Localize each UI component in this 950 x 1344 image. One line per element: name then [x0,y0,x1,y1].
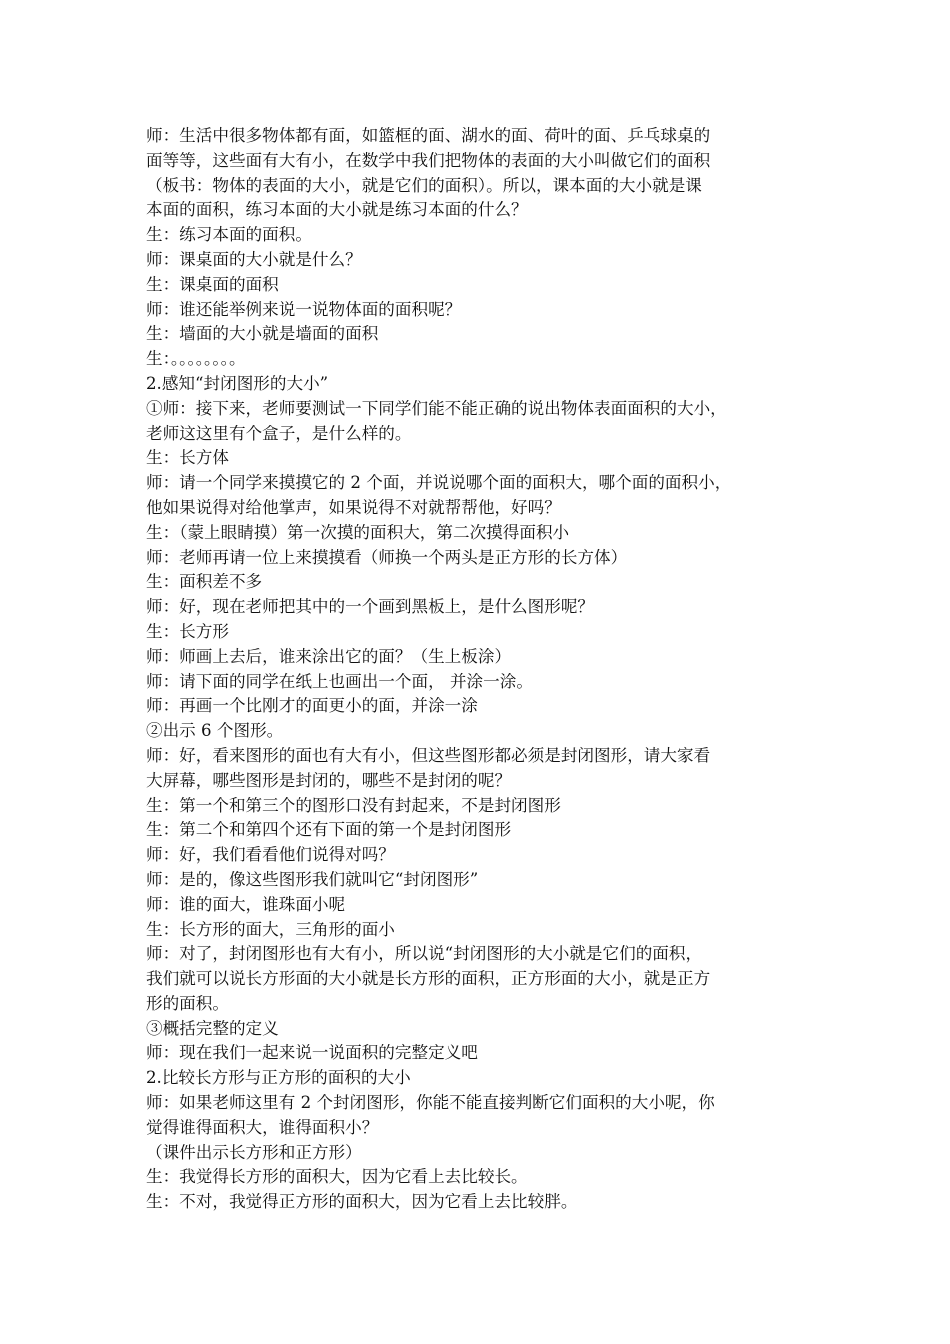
text-line: 他如果说得对给他掌声，如果说得不对就帮帮他，好吗？ [146,497,561,517]
text-line: 生：课桌面的面积 [146,274,279,294]
text-line: 生：长方体 [146,448,229,468]
text-line: 我们就可以说长方形面的大小就是长方形的面积，正方形面的大小，就是正方 [146,969,711,989]
text-line: 生：我觉得长方形的面积大，因为它看上去比较长。 [146,1167,528,1187]
section-heading: 2.比较长方形与正方形的面积的大小 [146,1068,411,1088]
text-line: 生：练习本面的面积。 [146,225,312,245]
text-line: ③概括完整的定义 [146,1018,279,1038]
text-line: 师：课桌面的大小就是什么？ [146,249,362,269]
text-line: 师：请下面的同学在纸上也画出一个面， 并涂一涂。 [146,671,533,691]
text-line: 生：长方形的面大，三角形的面小 [146,919,395,939]
text-line: 本面的面积，练习本面的大小就是练习本面的什么？ [146,200,528,220]
text-line: 师：现在我们一起来说一说面积的完整定义吧 [146,1043,478,1063]
text-line: 师：生活中很多物体都有面，如篮框的面、湖水的面、荷叶的面、乒乓球桌的 [146,126,711,145]
text-line: 生：面积差不多 [146,572,263,592]
text-line: 生：不对，我觉得正方形的面积大，因为它看上去比较胖。 [146,1192,578,1212]
text-line: 师：是的，像这些图形我们就叫它“封闭图形” [146,869,479,889]
document-page [146,124,818,1215]
text-line: 师：好，我们看看他们说得对吗？ [146,845,395,865]
text-line: 生：墙面的大小就是墙面的面积 [146,324,379,344]
section-heading: 2.感知“封闭图形的大小” [146,373,329,393]
text-line: 生：第一个和第三个的图形口没有封起来，不是封闭图形 [146,795,561,815]
text-line: （课件出示长方形和正方形） [146,1142,362,1162]
text-line: 生：长方形 [146,621,229,641]
text-line: 生：第二个和第四个还有下面的第一个是封闭图形 [146,820,512,840]
text-line: 老师这这里有个盒子，是什么样的。 [146,423,412,443]
text-line: 生：（蒙上眼睛摸）第一次摸的面积大，第二次摸得面积小 [146,522,570,542]
text-line: 师：好，现在老师把其中的一个画到黑板上，是什么图形呢？ [146,597,595,617]
text-line: 师：谁的面大，谁珠面小呢 [146,894,346,914]
text-line: （板书：物体的表面的大小，就是它们的面积）。所以，课本面的大小就是课 [146,175,702,195]
text-line: 师：老师再请一位上来摸摸看（师换一个两头是正方形的长方体） [146,547,628,567]
text-line: 形的面积。 [146,993,229,1013]
text-line: 面等等，这些面有大有小，在数学中我们把物体的表面的大小叫做它们的面积 [146,150,711,170]
text-line: 生：。。。。。。。。 [146,349,246,369]
text-line: 师：再画一个比刚才的面更小的面，并涂一涂 [146,696,478,716]
text-line: ②出示 6 个图形。 [146,721,284,741]
text-line: 师：对了，封闭图形也有大有小，所以说“封闭图形的大小就是它们的面积， [146,944,703,964]
text-line: 师：师画上去后，谁来涂出它的面？（生上板涂） [146,646,512,666]
text-line: 师：好，看来图形的面也有大有小，但这些图形都必须是封闭图形，请大家看 [146,745,711,765]
text-line: 觉得谁得面积大，谁得面积小？ [146,1117,379,1137]
text-line: 师：谁还能举例来说一说物体面的面积呢？ [146,299,462,319]
text-line: 师：请一个同学来摸摸它的 2 个面，并说说哪个面的面积大，哪个面的面积小， [146,473,732,493]
text-line: ①师：接下来，老师要测试一下同学们能不能正确的说出物体表面面积的大小， [146,398,727,418]
text-line: 师：如果老师这里有 2 个封闭图形，你能不能直接判断它们面积的大小呢，你 [146,1093,715,1113]
text-line: 大屏幕，哪些图形是封闭的，哪些不是封闭的呢？ [146,770,512,790]
